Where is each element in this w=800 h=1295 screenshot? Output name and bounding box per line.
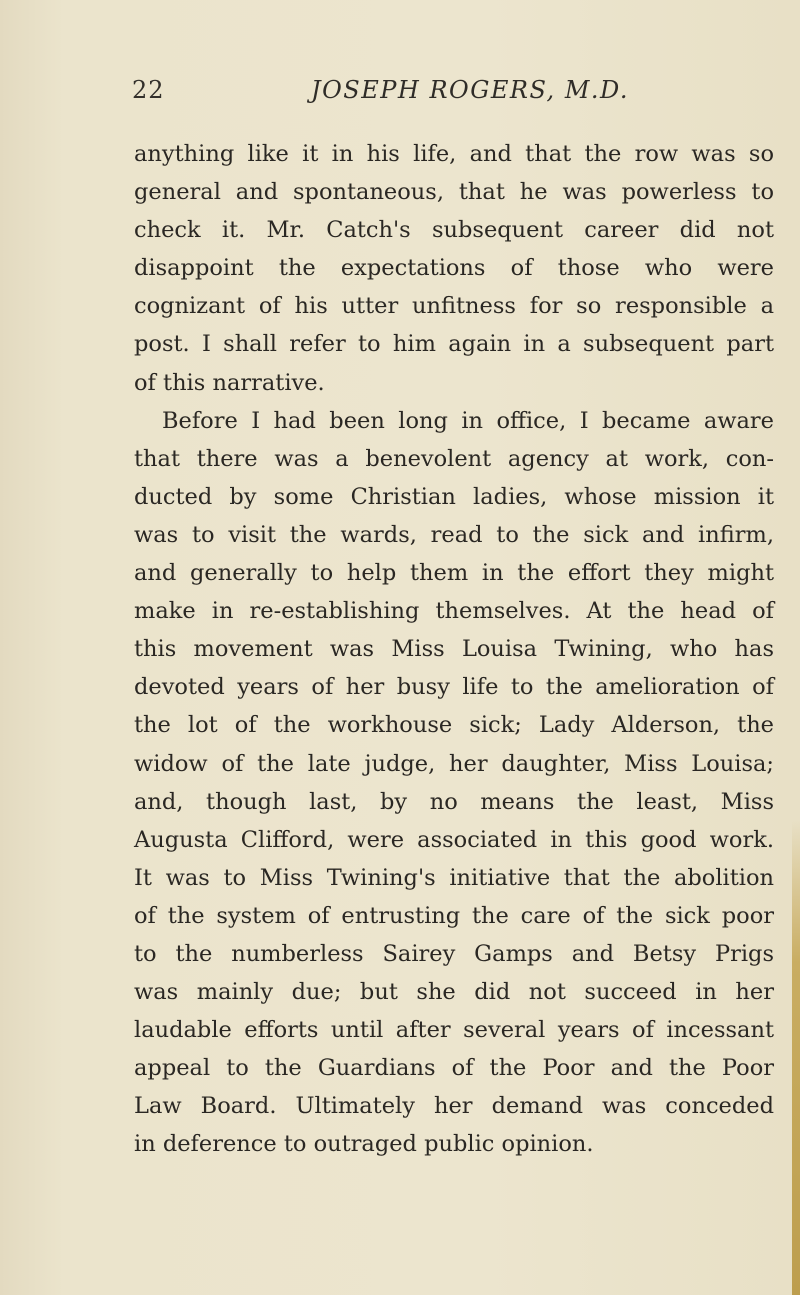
- text-line: of this narrative.: [134, 369, 325, 396]
- page-number: 22: [132, 76, 165, 104]
- page-header: [132, 70, 772, 110]
- text-line: disappoint the expectations of those who were: [134, 255, 774, 282]
- text-line: appeal to the Guardians of the Poor and the Poor: [134, 1055, 774, 1082]
- text-line: post. I shall refer to him again in a subsequent part: [134, 331, 774, 358]
- text-line: Law Board. Ultimately her demand was conceded: [134, 1093, 774, 1120]
- text-line: this movement was Miss Louisa Twining, who has: [134, 636, 774, 663]
- text-line: ducted by some Christian ladies, whose mission it: [134, 483, 774, 510]
- text-line: laudable efforts until after several years of incessant: [134, 1017, 774, 1044]
- text-line: anything like it in his life, and that the row was so: [134, 141, 774, 167]
- text-line: Before I had been long in office, I became aware: [162, 407, 774, 434]
- text-line: make in re-establishing themselves. At the head of: [134, 598, 774, 625]
- text-line: in deference to outraged public opinion.: [134, 1131, 594, 1158]
- text-line: cognizant of his utter unfitness for so responsible a: [134, 293, 774, 320]
- page-edge-discoloration: [792, 820, 800, 1295]
- body-text: [134, 135, 774, 1164]
- text-line: check it. Mr. Catch's subsequent career did not: [134, 217, 774, 244]
- text-line: that there was a benevolent agency at work, con-: [134, 445, 774, 472]
- text-line: general and spontaneous, that he was powerless to: [134, 179, 774, 206]
- text-line: was mainly due; but she did not succeed in her: [134, 979, 774, 1006]
- running-head: JOSEPH ROGERS, M.D.: [311, 76, 630, 104]
- text-line: of the system of entrusting the care of the sick poor: [134, 902, 774, 929]
- text-line: to the numberless Sairey Gamps and Betsy Prigs: [134, 940, 774, 967]
- text-line: widow of the late judge, her daughter, Miss Louisa;: [134, 750, 774, 777]
- text-line: Augusta Clifford, were associated in this good work.: [134, 826, 774, 853]
- text-line: and, though last, by no means the least, Miss: [134, 788, 774, 815]
- text-line: the lot of the workhouse sick; Lady Alderson, the: [134, 712, 774, 739]
- text-line: and generally to help them in the effort they might: [134, 560, 774, 587]
- text-line: was to visit the wards, read to the sick and infirm,: [134, 521, 774, 548]
- text-line: It was to Miss Twining's initiative that the abolition: [134, 864, 774, 891]
- text-line: devoted years of her busy life to the amelioration of: [134, 674, 774, 701]
